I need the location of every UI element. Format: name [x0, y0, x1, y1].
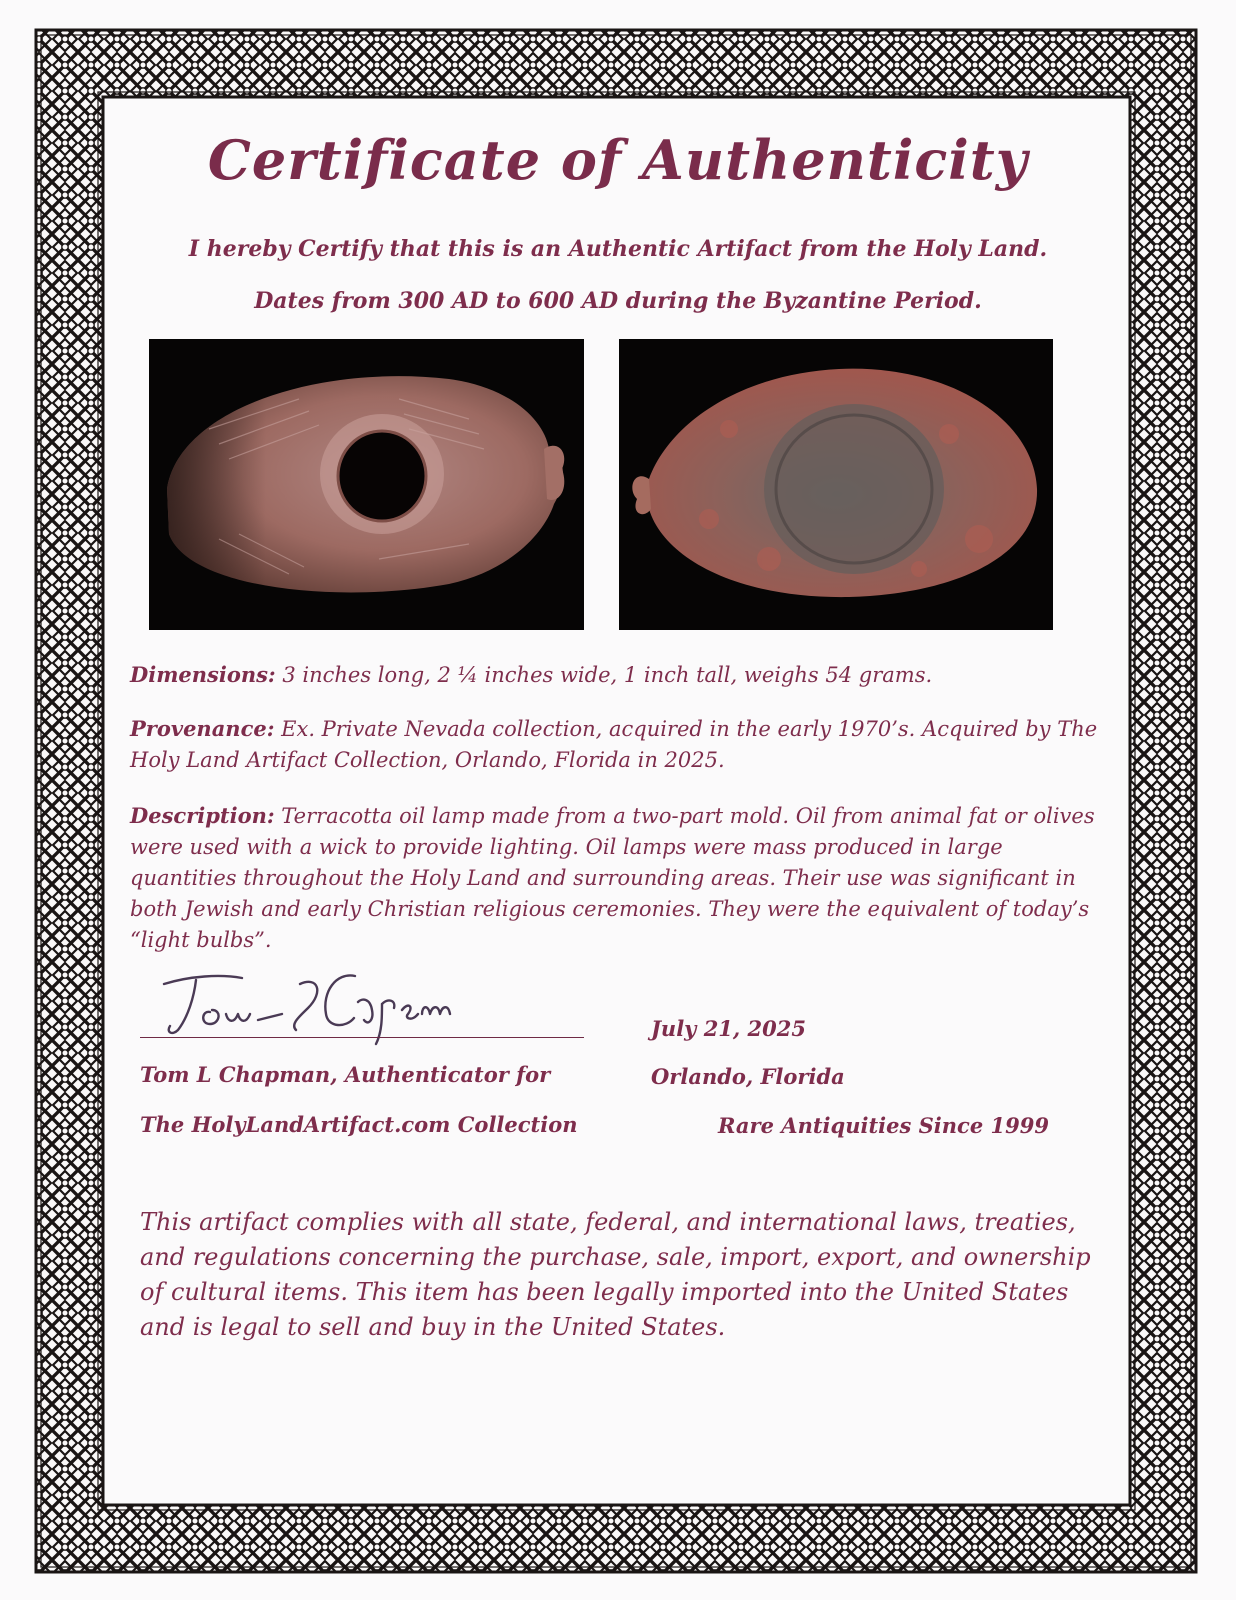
lamp-photo-bottom: [619, 339, 1053, 630]
oil-lamp-top-image: [149, 339, 584, 630]
certificate-place: Orlando, Florida: [651, 1064, 845, 1089]
handwritten-signature: [150, 962, 470, 1052]
authenticator-name: Tom L Chapman, Authenticator for: [140, 1062, 551, 1087]
provenance-text: Ex. Private Nevada collection, acquired in the early 1970’s. Acquired by The Holy Land Artifact Collection, Orlando, Florida in 2025.: [130, 717, 1098, 772]
provenance-paragraph: [130, 713, 1110, 776]
dimensions-text: 3 inches long, 2 ¼ inches wide, 1 inch tall, weighs 54 grams.: [275, 663, 933, 687]
collection-name: The HolyLandArtifact.com Collection: [140, 1112, 578, 1137]
dating-statement: Dates from 300 AD to 600 AD during the Byzantine Period.: [254, 288, 982, 314]
signature-line: [140, 1037, 584, 1038]
oil-lamp-bottom-image: [619, 339, 1053, 630]
lamp-photo-top: [149, 339, 584, 630]
legal-compliance-statement: This artifact complies with all state, federal, and international laws, treaties, and regulations concerning the purchase, sale, import, export, and ownership of cultural items. This item has been legally imported into the United States and is legal to sell and buy in the United States.: [140, 1208, 1091, 1341]
dimensions-paragraph: [130, 659, 1110, 691]
description-paragraph: [130, 800, 1110, 956]
certificate-date: July 21, 2025: [651, 1016, 806, 1041]
business-tagline: Rare Antiquities Since 1999: [718, 1113, 1049, 1138]
dimensions-label: Dimensions:: [130, 662, 276, 687]
certificate-title: Certificate of Authenticity: [207, 128, 1029, 192]
description-text: Terracotta oil lamp made from a two-part mold. Oil from animal fat or olives were used with a wick to provide lighting. Oil lamps were mass produced in large quantities throughout the Holy Land and surrounding areas. Their use was significant in both Jewish and early Christian religious ceremonies. They were the equivalent of today’s “light bulbs”.: [130, 804, 1095, 952]
provenance-label: Provenance:: [130, 716, 275, 741]
certification-statement: I hereby Certify that this is an Authentic Artifact from the Holy Land.: [188, 236, 1048, 262]
description-label: Description:: [130, 803, 275, 828]
